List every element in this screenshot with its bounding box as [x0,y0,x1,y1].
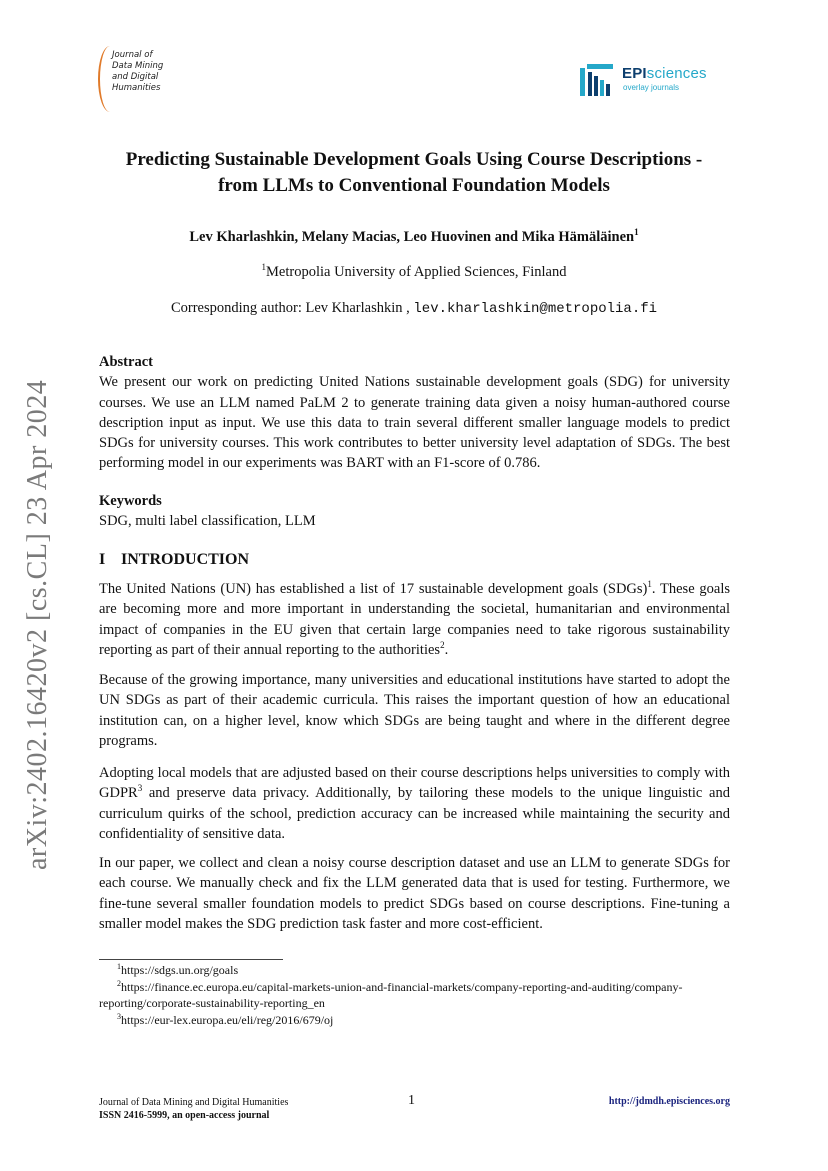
intro-paragraph-3: Adopting local models that are adjusted based on their course descriptions helps universities to comply with GDPR$^3$ and preserve data privacy. Additionally, by tailoring these models to the unique linguistic and curriculum quirks of the school, prediction accuracy can be increased while maintaining the security and confidentiality of sensitive data. [99,765,730,842]
keywords-heading: Keywords [99,493,162,509]
paper-title [60,147,768,199]
paper-title-line: Predicting Sustainable Development Goals Using Course Descriptions - [125,149,703,170]
footnote-ref[interactable]: 2 [440,640,445,651]
footnote-divider [99,959,283,960]
paper-title-line: from LLMs to Conventional Foundation Models [218,175,610,196]
abstract [99,352,730,474]
journal-logo-line: Journal of [112,50,153,60]
keywords-text: SDG, multi label classification, LLM [99,513,316,530]
journal-logo-line: and Digital [112,72,159,82]
journal-logo-line: Humanities [112,83,161,93]
footnote: $^2$https://finance.ec.europa.eu/capital-markets-union-and-financial-markets/company-reporting-and-auditing/company-reporting/corporate-sustainability-reporting_en [99,978,683,1010]
journal-logo [98,44,168,116]
episciences-mark-icon [580,64,614,98]
intro-paragraph-1: The United Nations (UN) has established a list of 17 sustainable development goals (SDGs)$^1$. These goals are becoming more and more important in understanding the societal, humanitarian and environmental impact of companies in the EU given that certain large companies need to take rigorous sustainability reporting as part of their annual reporting to the authorities$^2$. [99,579,731,658]
corresponding-email-link[interactable]: lev.kharlashkin@metropolia.fi [413,301,658,317]
paper-affiliation: $^1$Metropolia University of Applied Sciences, Finland [261,262,567,280]
footnote-link[interactable]: https://eur-lex.europa.eu/eli/reg/2016/679/oj [121,1012,334,1027]
intro-paragraph-2: Because of the growing importance, many universities and educational institutions have started to adopt the UN SDGs as part of their academic curricula. This raises the important question of how an educational institution can, on a higher level, know which SDGs are being taught and where in the different degree programs. [99,672,730,749]
episciences-logo [580,64,730,100]
abstract-text: We present our work on predicting United Nations sustainable development goals (SDG) for university courses. We use an LLM named PaLM 2 to generate training data given a noisy human-authored course description input as input. We use this data to train several different smaller language models to predict SDGs for university courses. This work contributes to better university level adaptation of SDGs. The best performing model in our experiments was BART with an F1-score of 0.786. [99,374,730,472]
journal-logo-line: Data Mining [112,61,164,71]
episciences-tagline: overlay journals [623,83,680,92]
footer-issn: ISSN 2416-5999, an open-access journal [99,1110,270,1121]
arxiv-stamp: arXiv:2402.16420v2 [cs.CL] 23 Apr 2024 [22,379,53,870]
paper-authors: Lev Kharlashkin, Melany Macias, Leo Huovinen and Mika Hämäläinen$^1$ [189,227,639,245]
episciences-wordmark: EPIsciences [622,65,707,82]
keywords [99,491,730,532]
journal-logo-text [112,50,163,94]
footnote-ref[interactable]: 3 [137,783,143,794]
abstract-heading: Abstract [99,354,153,370]
footer-url-link[interactable]: http://jdmdh.episciences.org [608,1096,730,1107]
footnote-link[interactable]: https://sdgs.un.org/goals [121,963,239,977]
footnotes [99,962,730,1028]
corresponding-author: Corresponding author: Lev Kharlashkin , lev.kharlashkin@metropolia.fi [170,300,658,317]
footnote: $^1$https://sdgs.un.org/goals [117,962,239,977]
footnote: $^3$https://eur-lex.europa.eu/eli/reg/2016/679/oj [117,1011,334,1027]
footnote-ref[interactable]: 1 [647,579,652,590]
footer-journal-name: Journal of Data Mining and Digital Humanities [99,1097,289,1108]
footnote-link[interactable]: https://finance.ec.europa.eu/capital-markets-union-and-financial-markets/company-reporting-and-auditing/company-reporting/corporate-sustainability-reporting_en [99,979,683,1010]
section-heading-introduction: I INTRODUCTION [99,551,250,568]
intro-paragraph-4: In our paper, we collect and clean a noisy course description dataset and use an LLM to generate SDGs for each course. We manually check and fix the LLM generated data that is used for testing. Furthermore, we fine-tune several smaller foundation models to predict SDGs based on course descriptions. Fine-tuning a smaller model makes the SDG prediction task faster and more cost-efficient. [99,855,730,932]
footer-journal [99,1096,288,1122]
page-number: 1 [408,1093,415,1108]
